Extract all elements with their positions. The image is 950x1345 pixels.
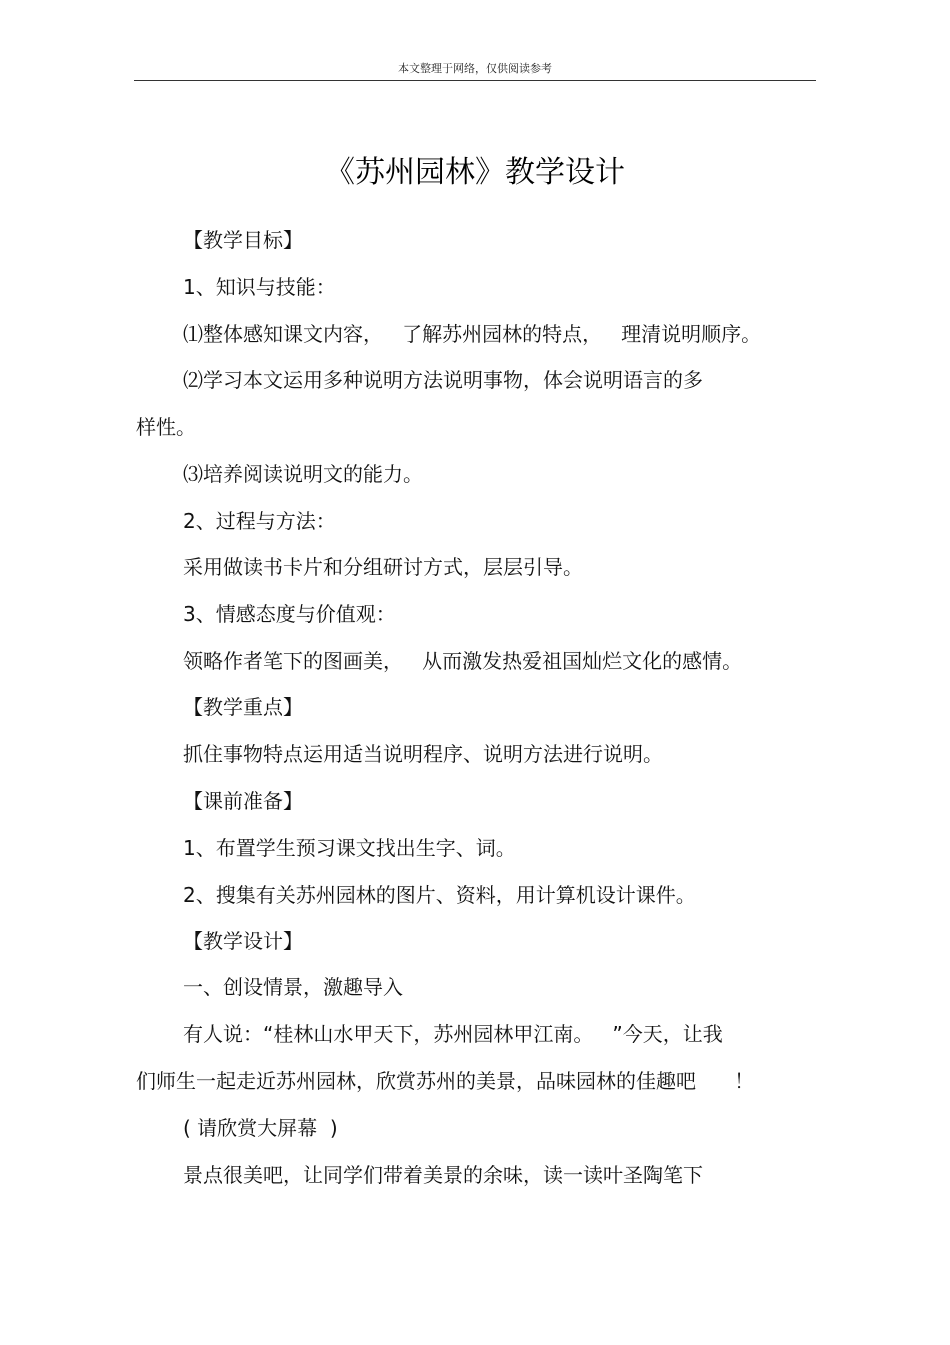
document-title: 《苏州园林》教学设计 — [325, 155, 625, 190]
paragraph-line: 3、情感态度与价值观： — [183, 602, 396, 626]
paragraph-line: 一、创设情景，激趣导入 — [183, 975, 403, 999]
paragraph-line: 1、布置学生预习课文找出生字、词。 — [183, 836, 516, 860]
paragraph-line: ( 请欣赏大屏幕 ) — [183, 1116, 338, 1140]
paragraph-line: 样性。 — [136, 415, 196, 439]
paragraph-line: 们师生一起走近苏州园林，欣赏苏州的美景，品味园林的佳趣吧 ！ — [136, 1069, 755, 1093]
paragraph-line: 领略作者笔下的图画美， 从而激发热爱祖国灿烂文化的感情。 — [183, 649, 743, 673]
paragraph-line: 抓住事物特点运用适当说明程序、说明方法进行说明。 — [183, 742, 663, 766]
paragraph-line: 1、知识与技能： — [183, 275, 336, 299]
header-divider — [134, 80, 816, 81]
section-heading-teaching-design: 【教学设计】 — [183, 929, 303, 953]
paragraph-line: 有人说：“桂林山水甲天下，苏州园林甲江南。 ”今天，让我 — [183, 1022, 723, 1046]
section-heading-preparation: 【课前准备】 — [183, 789, 303, 813]
header-note: 本文整理于网络，仅供阅读参考 — [398, 62, 552, 75]
paragraph-line: 2、搜集有关苏州园林的图片、资料，用计算机设计课件。 — [183, 883, 696, 907]
paragraph-line: ⑴整体感知课文内容， 了解苏州园林的特点， 理清说明顺序。 — [183, 322, 762, 346]
paragraph-line: 景点很美吧，让同学们带着美景的余味，读一读叶圣陶笔下 — [183, 1163, 703, 1187]
paragraph-line: ⑵学习本文运用多种说明方法说明事物，体会说明语言的多 — [183, 368, 703, 392]
section-heading-key-points: 【教学重点】 — [183, 695, 303, 719]
paragraph-line: ⑶培养阅读说明文的能力。 — [183, 462, 423, 486]
paragraph-line: 采用做读书卡片和分组研讨方式，层层引导。 — [183, 555, 583, 579]
paragraph-line: 2、过程与方法： — [183, 509, 336, 533]
section-heading-teaching-goals: 【教学目标】 — [183, 228, 303, 252]
